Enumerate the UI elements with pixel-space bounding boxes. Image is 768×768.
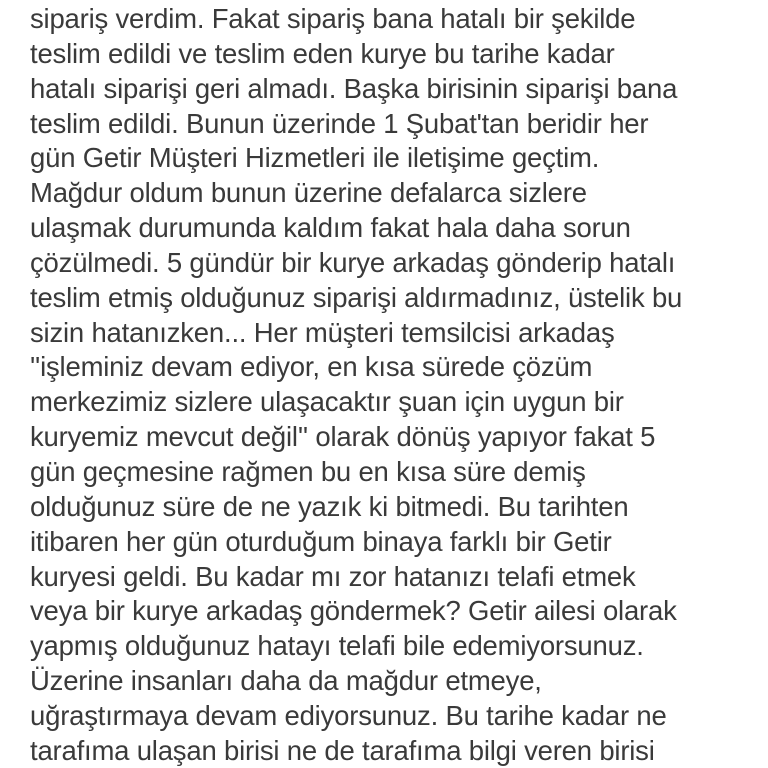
text-line: hatalı siparişi geri almadı. Başka birisinin siparişi bana: [30, 72, 678, 104]
text-line: Üzerine insanları daha da mağdur etmeye,: [30, 665, 542, 697]
text-line: gün geçmesine rağmen bu en kısa süre demiş: [30, 455, 586, 487]
text-line: teslim edildi ve teslim eden kurye bu tarihe kadar: [30, 37, 615, 69]
text-line: uğraştırmaya devam ediyorsunuz. Bu tarihe kadar ne: [30, 699, 667, 731]
text-line: veya bir kurye arkadaş göndermek? Getir ailesi olarak: [30, 595, 677, 627]
text-line: tarafıma ulaşan birisi ne de tarafıma bilgi veren birisi: [30, 734, 655, 766]
text-line: ''işleminiz devam ediyor, en kısa sürede çözüm: [30, 351, 593, 383]
text-line: gün Getir Müşteri Hizmetleri ile iletişime geçtim.: [30, 142, 600, 174]
text-line: teslim etmiş olduğunuz siparişi aldırmadınız, üstelik bu: [30, 281, 683, 313]
text-line: çözülmedi. 5 gündür bir kurye arkadaş gönderip hatalı: [30, 246, 676, 278]
text-line: kuryemiz mevcut değil'' olarak dönüş yapıyor fakat 5: [30, 421, 656, 453]
text-line: merkezimiz sizlere ulaşacaktır şuan için uygun bir: [30, 386, 624, 418]
text-line: Mağdur oldum bunun üzerine defalarca sizlere: [30, 177, 587, 209]
text-line: ulaşmak durumunda kaldım fakat hala daha sorun: [30, 212, 631, 244]
text-line: teslim edildi. Bunun üzerinde 1 Şubat'tan beridir her: [30, 107, 649, 139]
text-line: itibaren her gün oturduğum binaya farklı bir Getir: [30, 525, 612, 557]
text-line: olduğunuz süre de ne yazık ki bitmedi. Bu tarihten: [30, 490, 629, 522]
text-line: yapmış olduğunuz hatayı telafi bile edemiyorsunuz.: [30, 630, 644, 662]
text-line: kuryesi geldi. Bu kadar mı zor hatanızı telafi etmek: [30, 560, 636, 592]
text-line: sipariş verdim. Fakat sipariş bana hatalı bir şekilde: [30, 3, 636, 34]
text-line: sizin hatanızken... Her müşteri temsilcisi arkadaş: [30, 316, 615, 348]
